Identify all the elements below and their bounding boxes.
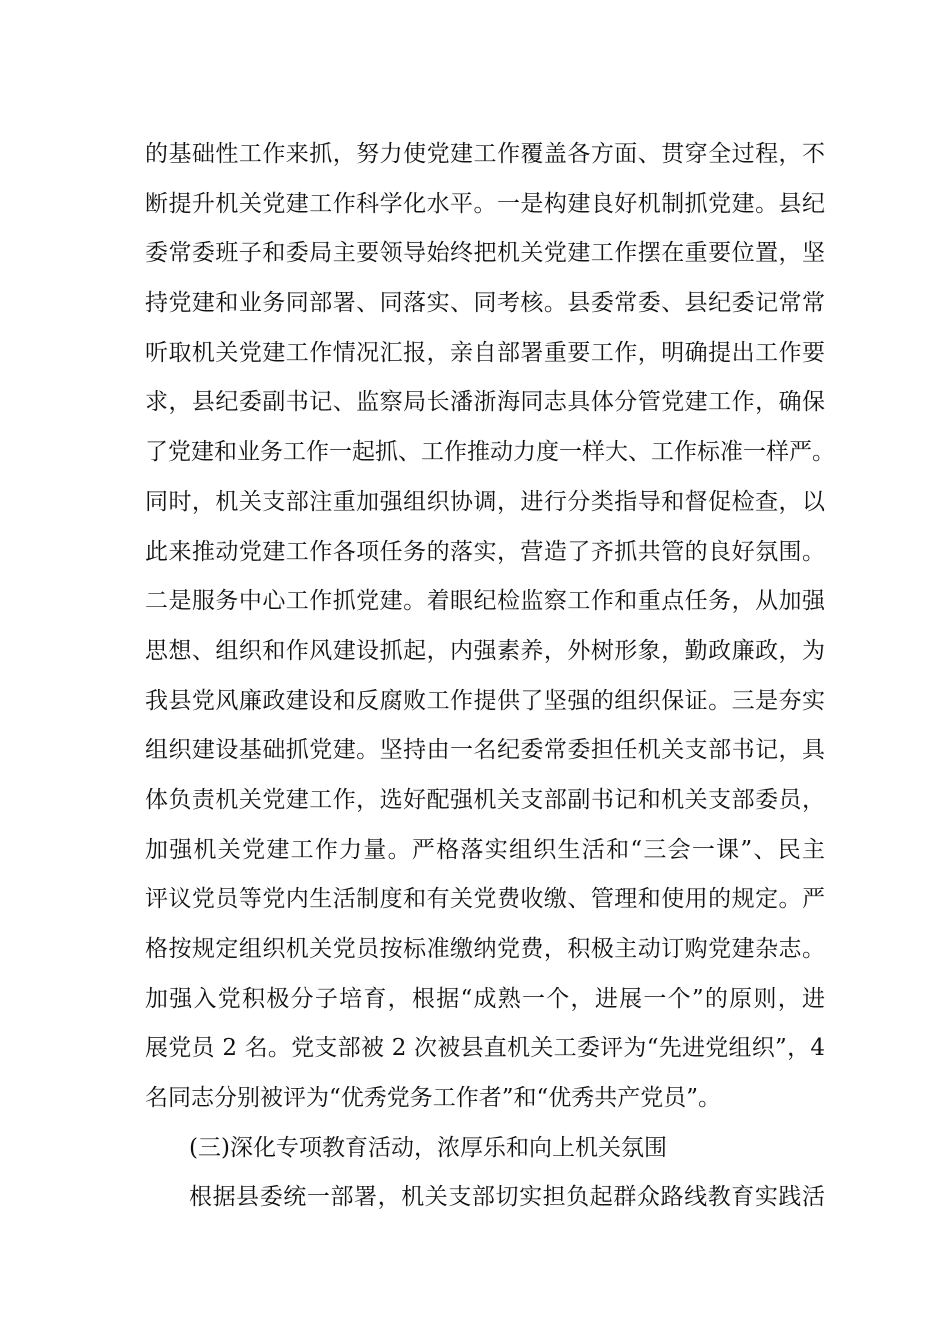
paragraph-line: 加强入党积极分子培育，根据“成熟一个，进展一个”的原则，进 (145, 985, 825, 1012)
paragraph-line: 展党员 2 名。党支部被 2 次被县直机关工委评为“先进党组织”，4 (145, 1035, 825, 1062)
paragraph-line: 的基础性工作来抓，努力使党建工作覆盖各方面、贯穿全过程，不 (145, 141, 825, 167)
paragraph-line: 格按规定组织机关党员按标准缴纳党费，积极主动订购党建杂志。 (145, 936, 825, 962)
paragraph-line: 评议党员等党内生活制度和有关党费收缴、管理和使用的规定。严 (145, 886, 825, 913)
paragraph-line: 委常委班子和委局主要领导始终把机关党建工作摆在重要位置，坚 (145, 240, 825, 267)
paragraph-line: 断提升机关党建工作科学化水平。一是构建良好机制抓党建。县纪 (145, 190, 825, 217)
paragraph-line: 二是服务中心工作抓党建。着眼纪检监察工作和重点任务，从加强 (145, 588, 825, 615)
paragraph-line: 了党建和业务工作一起抓、工作推动力度一样大、工作标准一样严。 (145, 439, 835, 466)
paragraph-line: 同时，机关支部注重加强组织协调，进行分类指导和督促检查，以 (145, 488, 825, 515)
body-text (145, 130, 835, 1223)
paragraph-first-line: 根据县委统一部署，机关支部切实担负起群众路线教育实践活 (189, 1184, 825, 1211)
paragraph-line: 持党建和业务同部署、同落实、同考核。县委常委、县纪委记常常 (145, 290, 825, 317)
paragraph-line: 此来推动党建工作各项任务的落实，营造了齐抓共管的良好氛围。 (145, 538, 825, 565)
paragraph-line: 思想、组织和作风建设抓起，内强素养，外树形象，勤政廉政，为 (145, 637, 825, 664)
section-heading: (三)深化专项教育活动，浓厚乐和向上机关氛围 (189, 1134, 667, 1161)
paragraph-last-line: 名同志分别被评为“优秀党务工作者”和“优秀共产党员”。 (145, 1085, 722, 1112)
paragraph-line: 求，县纪委副书记、监察局长潘浙海同志具体分管党建工作，确保 (145, 389, 825, 416)
paragraph-line: 体负责机关党建工作，选好配强机关支部副书记和机关支部委员， (145, 786, 825, 813)
paragraph-line: 听取机关党建工作情况汇报，亲自部署重要工作，明确提出工作要 (145, 339, 825, 366)
paragraph-line: 组织建设基础抓党建。坚持由一名纪委常委担任机关支部书记，具 (145, 737, 825, 764)
paragraph-line: 加强机关党建工作力量。严格落实组织生活和“三会一课”、民主 (145, 836, 825, 863)
paragraph-line: 我县党风廉政建设和反腐败工作提供了坚强的组织保证。三是夯实 (145, 687, 825, 714)
